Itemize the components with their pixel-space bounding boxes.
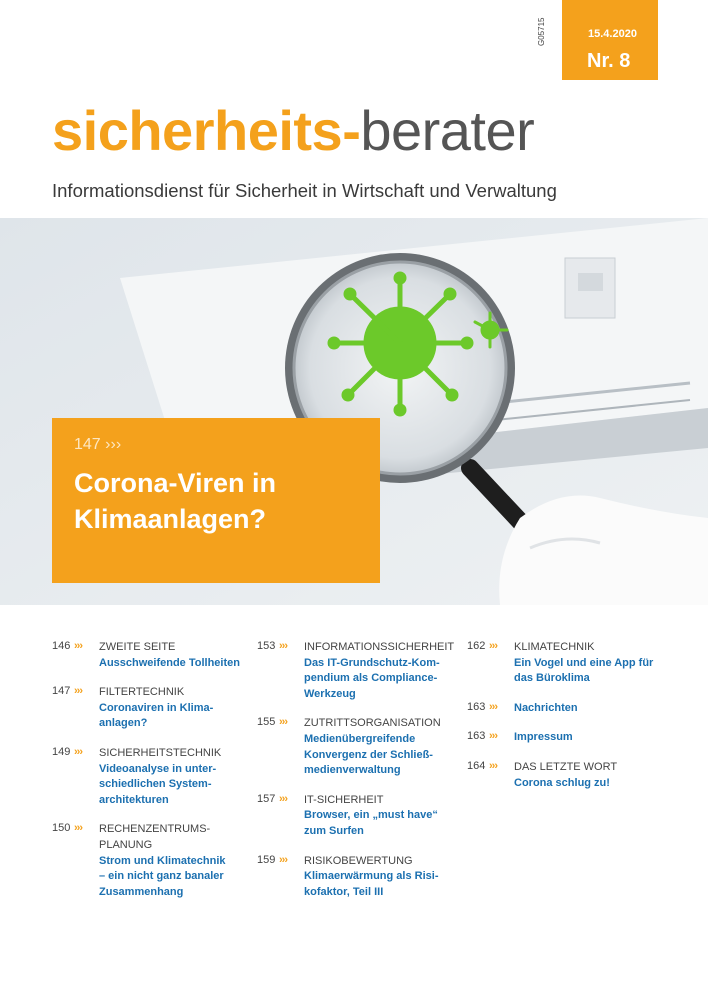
toc-page-number: 155 <box>257 716 276 729</box>
cover-teaser <box>52 418 380 583</box>
teaser-page-number: 147 <box>74 436 101 453</box>
toc-title: Ausschweifende Tollheiten <box>99 656 240 669</box>
toc-column-3 <box>467 640 667 805</box>
toc-column-2 <box>257 640 462 915</box>
toc-page-number: 164 <box>467 760 486 773</box>
toc-title: Medienübergreifende Konvergenz der Schließ- medienverwaltung <box>304 733 433 777</box>
toc-title: Coronaviren in Klima- anlagen? <box>99 701 214 730</box>
toc-title: Strom und Klimatechnik – ein nicht ganz banaler Zusammenhang <box>99 854 226 898</box>
toc-arrows-icon: ››› <box>279 792 287 805</box>
toc-title: Impressum <box>514 731 573 744</box>
toc-entry-body <box>514 701 578 717</box>
toc-arrows-icon: ››› <box>279 716 287 729</box>
toc-page-number: 149 <box>52 746 71 759</box>
toc-entry-body <box>99 640 240 671</box>
issue-date: 15.4.2020 <box>588 28 637 40</box>
issn-code: G05715 <box>537 17 546 46</box>
toc-page-number: 163 <box>467 700 486 713</box>
toc-arrows-icon: ››› <box>279 853 287 866</box>
toc-entry[interactable] <box>467 760 667 791</box>
issue-number: Nr. 8 <box>587 50 631 72</box>
toc-category: IT-SICHERHEIT <box>304 793 384 806</box>
toc-title: Klimaerwärmung als Risi- kofaktor, Teil III <box>304 870 439 898</box>
toc-entry[interactable] <box>257 640 462 702</box>
toc-entry-body <box>304 793 438 840</box>
toc-entry[interactable] <box>257 716 462 778</box>
tagline: Informationsdienst für Sicherheit in Wirtschaft und Verwaltung <box>52 180 557 201</box>
toc-page-number: 163 <box>467 730 486 743</box>
toc-title: Corona schlug zu! <box>514 776 610 789</box>
toc-entry[interactable] <box>52 640 252 671</box>
toc-entry-body <box>514 640 653 687</box>
toc-entry-body <box>304 854 439 901</box>
toc-entry[interactable] <box>52 746 252 808</box>
toc-entry[interactable] <box>467 730 667 746</box>
toc-entry[interactable] <box>467 701 667 717</box>
toc-entry-body <box>99 746 221 808</box>
toc-entry-body <box>304 716 441 778</box>
toc-arrows-icon: ››› <box>489 760 497 773</box>
toc-arrows-icon: ››› <box>489 730 497 743</box>
toc-arrows-icon: ››› <box>489 640 497 652</box>
toc-entry-body <box>304 640 454 702</box>
toc-entry-body <box>99 685 213 732</box>
teaser-arrows-icon: ››› <box>105 436 122 453</box>
toc-arrows-icon: ››› <box>74 746 82 759</box>
teaser-title: Corona-Viren in Klimaanlagen? <box>74 468 277 534</box>
toc-page-number: 146 <box>52 640 71 652</box>
teaser-page <box>74 436 121 454</box>
toc-title: Videoanalyse in unter- schiedlichen System- architekturen <box>99 762 217 806</box>
toc-entry-body <box>99 822 226 900</box>
toc-category: KLIMATECHNIK <box>514 641 595 653</box>
toc-category: FILTERTECHNIK <box>99 686 185 699</box>
masthead-logo <box>52 99 535 162</box>
toc-page-number: 153 <box>257 640 276 652</box>
toc-category: ZWEITE SEITE <box>99 641 176 653</box>
toc-category: DAS LETZTE WORT <box>514 761 618 774</box>
toc-arrows-icon: ››› <box>74 685 82 698</box>
toc-category: ZUTRITTSORGANISATION <box>304 717 441 730</box>
toc-page-number: 147 <box>52 685 71 698</box>
toc-page-number: 162 <box>467 640 486 652</box>
toc-title: Ein Vogel und eine App für das Büroklima <box>514 656 654 685</box>
toc-entry[interactable] <box>257 793 462 840</box>
toc-arrows-icon: ››› <box>279 640 287 652</box>
toc-title: Das IT-Grundschutz-Kom- pendium als Compliance- Werkzeug <box>304 656 440 700</box>
toc-entry-body <box>514 730 573 746</box>
toc-category: RECHENZENTRUMS- PLANUNG <box>99 823 211 852</box>
toc-arrows-icon: ››› <box>489 700 497 713</box>
toc-column-1 <box>52 640 252 915</box>
toc-category: INFORMATIONSSICHERHEIT <box>304 641 455 653</box>
toc-arrows-icon: ››› <box>74 640 82 652</box>
toc-page-number: 150 <box>52 822 71 835</box>
toc-title: Nachrichten <box>514 701 578 714</box>
masthead-part-a: sicherheits- <box>52 99 361 162</box>
issue-box <box>562 0 658 80</box>
toc-page-number: 157 <box>257 792 276 805</box>
toc-arrows-icon: ››› <box>74 822 82 835</box>
toc-title: Browser, ein „must have“ zum Surfen <box>304 809 438 838</box>
toc-entry-body <box>514 760 617 791</box>
masthead-part-b: berater <box>360 99 535 162</box>
toc-entry[interactable] <box>52 822 252 900</box>
toc-entry[interactable] <box>257 854 462 901</box>
toc-category: RISIKOBEWERTUNG <box>304 854 413 867</box>
toc-entry[interactable] <box>467 640 667 687</box>
toc-entry[interactable] <box>52 685 252 732</box>
toc-category: SICHERHEITSTECHNIK <box>99 747 222 760</box>
toc-page-number: 159 <box>257 853 276 866</box>
